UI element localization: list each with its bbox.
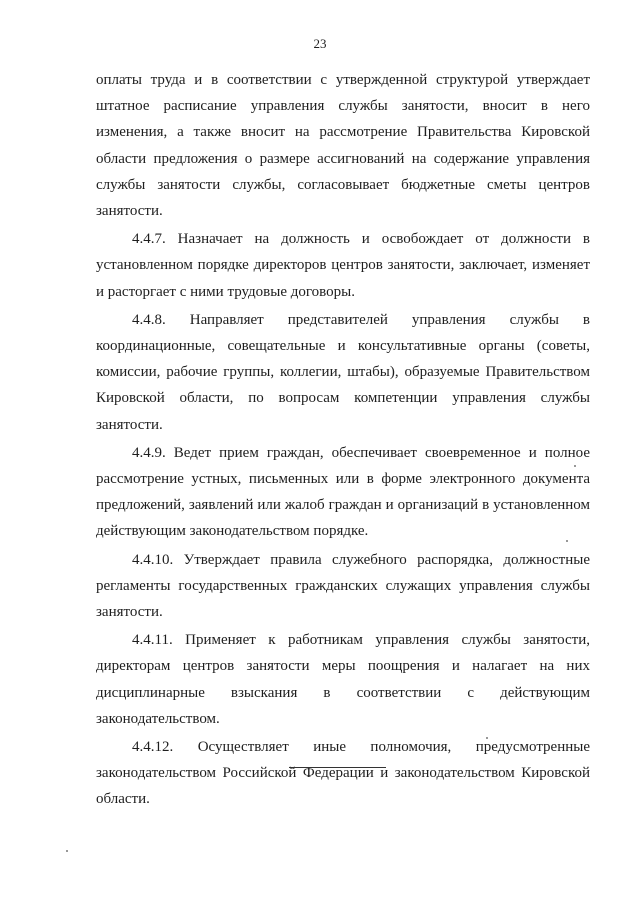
end-of-text-rule	[289, 767, 386, 768]
paragraph-4-4-7: 4.4.7. Назначает на должность и освобождает от должности в установленном порядке директоров центров занятости, заключает, изменяет и расторгает с ними трудовые договоры.	[96, 231, 590, 300]
scan-speck	[574, 465, 576, 467]
paragraph-4-4-10: 4.4.10. Утверждает правила служебного распорядка, должностные регламенты государственных гражданских служащих управления службы занятости.	[96, 551, 590, 621]
paragraph-continuation: оплаты труда и в соответствии с утвержденной структурой утверждает штатное расписание управления службы занятости, вносит в него изменения, а также вносит на рассмотрение Правительства Кировской области предложения о размере ассигнований на содержание управления службы занятости службы, согласовывает бюджетные сметы центров занятости.	[96, 72, 590, 220]
paragraph-4-4-8: 4.4.8. Направляет представителей управления службы в координационные, совещательные и консультативные органы (советы, комиссии, рабочие группы, коллегии, штабы), образуемые Правительством Кировской области, по вопросам компетенции управления службы занятости.	[96, 311, 590, 433]
paragraph-4-4-12: 4.4.12. Осуществляет иные полномочия, предусмотренные законодательством Российской Федерации и законодательством Кировской области.	[96, 739, 590, 808]
paragraph-4-4-11: 4.4.11. Применяет к работникам управления службы занятости, директорам центров занятости меры поощрения и налагает на них дисциплинарные взыскания в соответствии с действующим законодательством.	[96, 632, 590, 727]
page-number: 23	[313, 36, 327, 51]
scan-speck	[66, 850, 68, 852]
scan-speck	[566, 540, 568, 542]
scan-speck	[486, 737, 488, 739]
paragraph-4-4-9: 4.4.9. Ведет прием граждан, обеспечивает своевременное и полное рассмотрение устных, письменных или в форме электронного документа предложений, заявлений или жалоб граждан и организаций в установленном действующим законодательством порядке.	[96, 444, 590, 540]
document-body	[96, 67, 590, 815]
